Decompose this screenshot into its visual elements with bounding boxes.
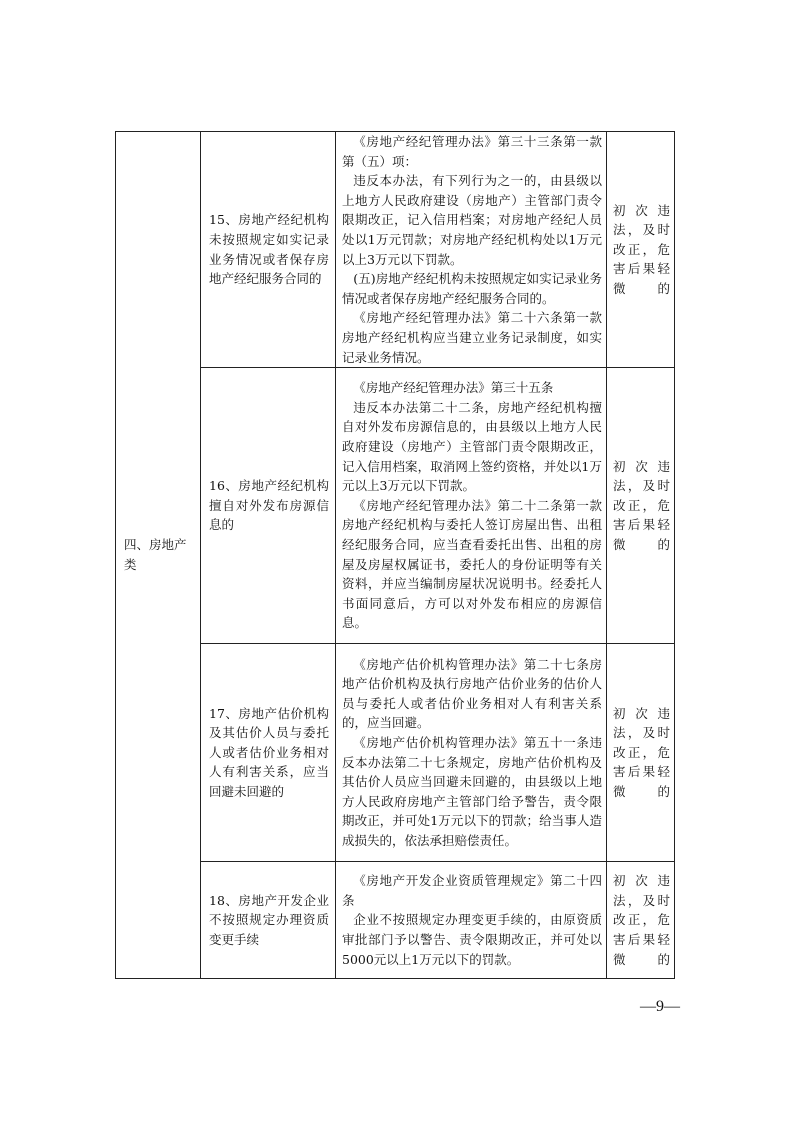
legal-basis-cell bbox=[336, 862, 607, 979]
condition-cell bbox=[607, 368, 675, 644]
table-row bbox=[116, 132, 675, 368]
violation-item: 17、房地产估价机构及其估价人员与委托人或者估价业务相对人有利害关系，应当回避未回避的 bbox=[209, 705, 329, 800]
violation-item-cell bbox=[201, 862, 336, 979]
page-number: —9— bbox=[640, 998, 680, 1015]
basis-paragraph: 《房地产经纪管理办法》第三十三条第一款第（五）项： bbox=[342, 134, 602, 169]
legal-basis-cell bbox=[336, 132, 607, 368]
legal-basis-cell bbox=[336, 644, 607, 862]
violation-item-cell bbox=[201, 132, 336, 368]
violation-item: 15、房地产经纪机构未按照规定如实记录业务情况或者保存房地产经纪服务合同的 bbox=[209, 212, 329, 287]
violation-item-cell bbox=[201, 368, 336, 644]
basis-paragraph: 企业不按照规定办理变更手续的，由原资质审批部门予以警告、责令限期改正，并可处以5000元以上1万元以下的罚款。 bbox=[342, 912, 602, 967]
condition-cell bbox=[607, 644, 675, 862]
basis-paragraph: (五)房地产经纪机构未按照规定如实记录业务情况或者保存房地产经纪服务合同的。 bbox=[342, 271, 602, 306]
basis-paragraph: 《房地产估价机构管理办法》第二十七条房地产估价机构及执行房地产估价业务的估价人员与委托人或者估价业务相对人有利害关系的，应当回避。 bbox=[342, 656, 602, 731]
condition-text: 初次违法，及时改正，危害后果轻微的 bbox=[613, 705, 670, 800]
basis-paragraph: 《房地产开发企业资质管理规定》第二十四条 bbox=[342, 873, 602, 908]
condition-text: 初次违法，及时改正，危害后果轻微的 bbox=[613, 458, 670, 553]
regulation-table bbox=[115, 131, 675, 979]
basis-paragraph: 《房地产经纪管理办法》第三十五条 bbox=[353, 380, 554, 396]
violation-item: 16、房地产经纪机构擅自对外发布房源信息的 bbox=[209, 478, 329, 533]
violation-item-cell bbox=[201, 644, 336, 862]
condition-cell bbox=[607, 862, 675, 979]
condition-text: 初次违法，及时改正，危害后果轻微的 bbox=[613, 873, 670, 967]
basis-paragraph: 《房地产经纪管理办法》第二十六条第一款房地产经纪机构应当建立业务记录制度，如实记录业务情况。 bbox=[342, 310, 602, 365]
violation-item: 18、房地产开发企业不按照规定办理资质变更手续 bbox=[209, 892, 329, 947]
basis-paragraph: 《房地产估价机构管理办法》第五十一条违反本办法第二十七条规定，房地产估价机构及其估价人员应当回避未回避的，由县级以上地方人民政府房地产主管部门给予警告，责令限期改正，并可处1万元以下的罚款；给当事人造成损失的，依法承担赔偿责任。 bbox=[342, 735, 602, 848]
basis-paragraph: 《房地产经纪管理办法》第二十二条第一款房地产经纪机构与委托人签订房屋出售、出租经纪服务合同，应当查看委托出售、出租的房屋及房屋权属证书，委托人的身份证明等有关资料，并应当编制房屋状况说明书。经委托人书面同意后，方可以对外发布相应的房源信息。 bbox=[342, 497, 602, 631]
basis-paragraph: 违反本办法第二十二条，房地产经纪机构擅自对外发布房源信息的，由县级以上地方人民政府建设（房地产）主管部门责令限期改正，记入信用档案，取消网上签约资格，并处以1万元以上3万元以下罚款。 bbox=[342, 399, 602, 494]
category-cell bbox=[116, 132, 201, 979]
legal-basis-cell bbox=[336, 368, 607, 644]
basis-paragraph: 违反本办法，有下列行为之一的，由县级以上地方人民政府建设（房地产）主管部门责令限期改正，记入信用档案；对房地产经纪人员处以1万元罚款；对房地产经纪机构处以1万元以上3万元以下罚款。 bbox=[342, 173, 602, 267]
condition-text: 初次违法，及时改正，危害后果轻微的 bbox=[613, 202, 670, 296]
category-label: 四、房地产类 bbox=[124, 537, 187, 573]
condition-cell bbox=[607, 132, 675, 368]
